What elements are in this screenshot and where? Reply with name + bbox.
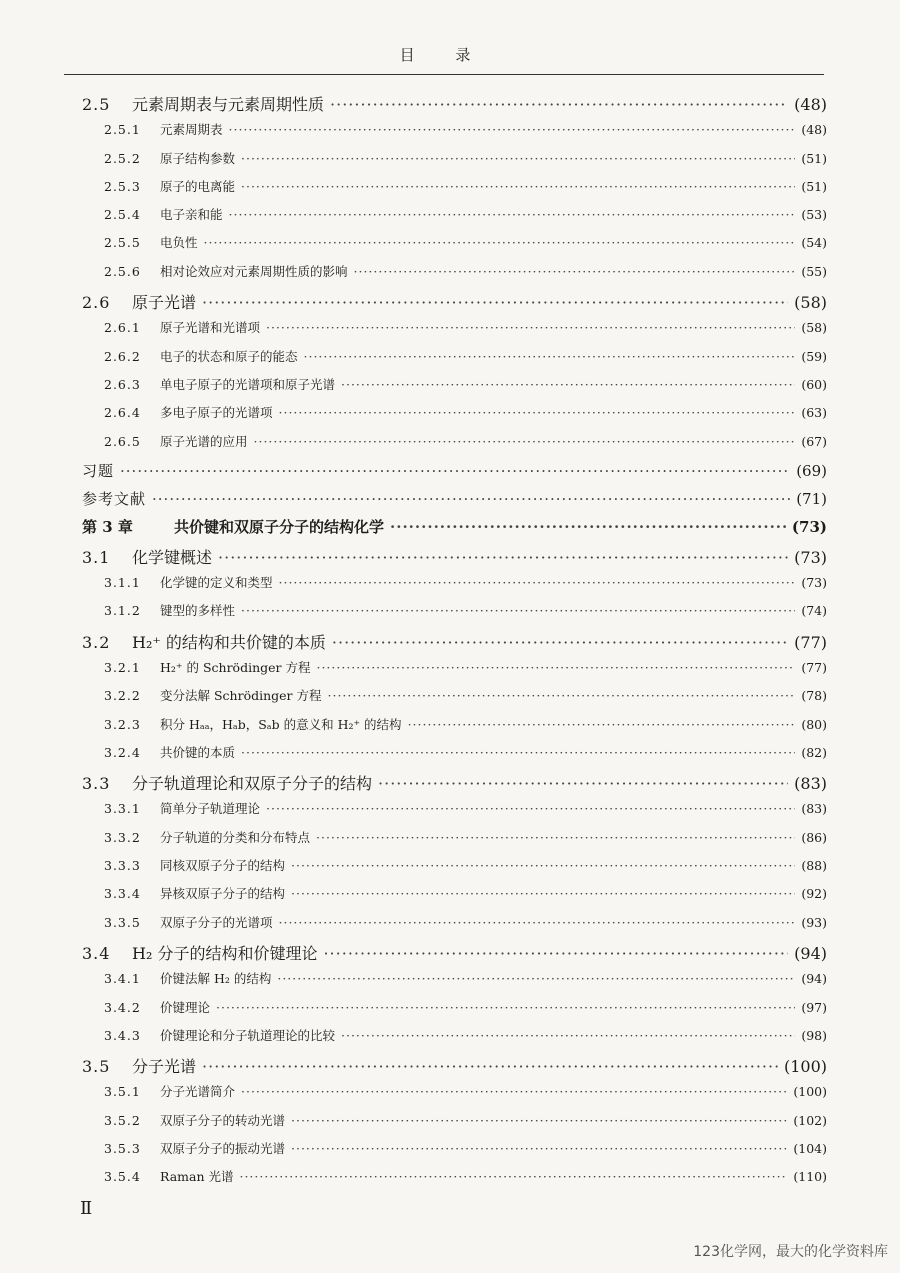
- header-divider: [64, 74, 824, 75]
- dot-leader: [316, 660, 795, 675]
- toc-entry-title: 价键理论: [160, 999, 211, 1015]
- toc-entry[interactable]: [82, 516, 827, 544]
- dot-leader: [204, 235, 796, 250]
- toc-entry[interactable]: [82, 884, 827, 912]
- toc-entry-page: (82): [801, 744, 827, 760]
- toc-entry-page: (51): [801, 150, 827, 166]
- toc-entry-page: (83): [794, 774, 827, 794]
- dot-leader: [241, 151, 795, 166]
- toc-entry-title: 单电子原子的光谱项和原子光谱: [160, 376, 336, 392]
- toc-entry-title: 分子轨道的分类和分布特点: [160, 829, 311, 845]
- toc-entry[interactable]: [82, 658, 827, 686]
- toc-entry-number: 2.6.1: [104, 320, 141, 336]
- toc-entry-page: (92): [801, 886, 827, 902]
- toc-entry-number: 2.6.5: [104, 433, 141, 449]
- toc-entry-page: (53): [801, 207, 827, 223]
- toc-entry-number: 3.5.1: [104, 1084, 141, 1100]
- toc-entry-title: 键型的多样性: [160, 603, 236, 619]
- dot-leader: [229, 122, 796, 137]
- toc-entry-number: 2.5.4: [104, 207, 141, 223]
- toc-entry-page: (63): [801, 405, 827, 421]
- toc-entry-number: 3.3.3: [104, 858, 141, 874]
- toc-entry-title: 电子亲和能: [160, 207, 223, 223]
- toc-entry-title: 原子的电离能: [160, 178, 236, 194]
- toc-entry[interactable]: [82, 233, 827, 261]
- toc-entry[interactable]: [82, 347, 827, 375]
- toc-entry-number: 3.1: [82, 547, 111, 567]
- toc-entry[interactable]: [82, 998, 827, 1026]
- toc-entry-page: (86): [801, 829, 827, 845]
- page-title: 目 录: [399, 46, 489, 64]
- dot-leader: [304, 349, 796, 364]
- toc-entry-number: 2.5: [82, 95, 111, 114]
- toc-entry[interactable]: [82, 771, 827, 799]
- toc-entry-page: (55): [801, 263, 827, 279]
- toc-entry-page: (54): [801, 235, 827, 251]
- toc-entry-page: (97): [801, 999, 827, 1015]
- toc-entry-title: 原子光谱的应用: [160, 433, 248, 449]
- toc-entry-page: (74): [801, 603, 827, 619]
- toc-entry-page: (93): [801, 914, 827, 930]
- toc-entry-title: 电负性: [160, 235, 198, 251]
- toc-entry-page: (110): [793, 1169, 827, 1185]
- dot-leader: [277, 971, 795, 986]
- dot-leader: [216, 1000, 795, 1015]
- toc-entry-page: (77): [801, 659, 827, 675]
- toc-entry-title: 积分 Hₐₐ，Hₐb，Sₐb 的意义和 H₂⁺ 的结构: [160, 716, 402, 732]
- toc-entry[interactable]: [82, 913, 827, 941]
- toc-entry-title: 异核双原子分子的结构: [160, 886, 286, 902]
- page-number: Ⅱ: [80, 1198, 93, 1219]
- toc-entry-page: (100): [793, 1084, 827, 1100]
- toc-entry[interactable]: [82, 290, 827, 318]
- toc-entry-title: 简单分子轨道理论: [160, 801, 261, 817]
- toc-entry-title: 分子光谱: [132, 1057, 197, 1077]
- toc-entry[interactable]: [82, 1082, 827, 1110]
- toc-entry[interactable]: [82, 1111, 827, 1139]
- toc-entry-title: 分子轨道理论和双原子分子的结构: [132, 774, 373, 794]
- toc-entry-number: 2.5.5: [104, 235, 141, 251]
- toc-entry-title: 化学键的定义和类型: [160, 575, 273, 591]
- watermark-text: 123化学网，最大的化学资料库: [693, 1244, 888, 1260]
- toc-entry[interactable]: [82, 743, 827, 771]
- toc-entry-title: Raman 光谱: [160, 1169, 234, 1185]
- dot-leader: [120, 462, 790, 480]
- toc-entry-number: 第 3 章: [82, 518, 133, 537]
- dot-leader: [291, 858, 795, 873]
- toc-entry[interactable]: [82, 715, 827, 743]
- toc-entry-number: 3.3: [82, 774, 111, 794]
- toc-entry-number: 3.4: [82, 943, 111, 963]
- toc-entry[interactable]: [82, 318, 827, 346]
- toc-entry-title: 同核双原子分子的结构: [160, 858, 286, 874]
- dot-leader: [354, 264, 796, 279]
- toc-entry-title: 原子光谱: [132, 293, 197, 313]
- toc-entry[interactable]: [82, 375, 827, 403]
- dot-leader: [291, 1141, 787, 1156]
- toc-entry-page: (102): [793, 1112, 827, 1128]
- toc-entry-title: 变分法解 Schrödinger 方程: [160, 688, 322, 704]
- toc-entry-page: (88): [801, 858, 827, 874]
- toc-entry-number: 2.6.3: [104, 376, 141, 392]
- toc-entry-title: 化学键概述: [132, 547, 213, 567]
- toc-entry-title: 相对论效应对元素周期性质的影响: [160, 263, 348, 279]
- toc-entry-number: 3.2.1: [104, 659, 141, 675]
- toc-entry-number: 3.5.3: [104, 1140, 141, 1156]
- toc-entry-number: 3.5.4: [104, 1169, 141, 1185]
- toc-entry-page: (100): [783, 1057, 827, 1077]
- toc-entry-title: 分子光谱简介: [160, 1084, 236, 1100]
- toc-entry-number: 3.2: [82, 632, 111, 652]
- toc-entry[interactable]: [82, 460, 827, 488]
- toc-entry[interactable]: [82, 1054, 827, 1082]
- dot-leader: [254, 434, 796, 449]
- toc-entry-page: (94): [801, 971, 827, 987]
- toc-entry-title: H₂⁺ 的结构和共价键的本质: [132, 632, 326, 652]
- dot-leader: [378, 774, 788, 793]
- toc-entry[interactable]: [82, 1139, 827, 1167]
- toc-entry-number: 2.5.3: [104, 178, 141, 194]
- toc-entry-number: 2.6.2: [104, 348, 141, 364]
- toc-entry-title: H₂ 分子的结构和价键理论: [132, 943, 318, 963]
- toc-entry-page: (69): [796, 461, 827, 480]
- dot-leader: [239, 1169, 787, 1184]
- dot-leader: [279, 405, 796, 420]
- toc-entry[interactable]: [82, 1167, 827, 1195]
- toc-entry-page: (98): [801, 1027, 827, 1043]
- toc-entry-number: 3.4.1: [104, 971, 141, 987]
- toc-entry-title: 元素周期表与元素周期性质: [132, 95, 325, 114]
- dot-leader: [328, 688, 796, 703]
- toc-entry-title: 电子的状态和原子的能态: [160, 348, 298, 364]
- toc-entry-title: 原子光谱和光谱项: [160, 320, 261, 336]
- toc-entry-number: 3.1.2: [104, 603, 141, 619]
- dot-leader: [152, 490, 790, 508]
- toc-entry[interactable]: [82, 686, 827, 714]
- toc-entry-page: (80): [801, 716, 827, 732]
- toc-entry-page: (60): [801, 376, 827, 392]
- dot-leader: [390, 518, 786, 536]
- dot-leader: [229, 207, 796, 222]
- toc-entry-page: (71): [796, 490, 827, 509]
- toc-entry-number: 3.3.1: [104, 801, 141, 817]
- dot-leader: [202, 1057, 778, 1076]
- toc-entry-number: 3.1.1: [104, 575, 141, 591]
- dot-leader: [266, 320, 795, 335]
- toc-entry[interactable]: [82, 856, 827, 884]
- dot-leader: [323, 944, 788, 963]
- toc-entry-number: 2.5.1: [104, 122, 141, 138]
- toc-entry[interactable]: [82, 1026, 827, 1054]
- toc-entry-page: (73): [801, 575, 827, 591]
- toc-entry-number: 3.2.3: [104, 716, 141, 732]
- dot-leader: [218, 548, 788, 567]
- toc-entry-page: (104): [793, 1140, 827, 1156]
- toc-entry[interactable]: [82, 205, 827, 233]
- toc-entry-page: (77): [794, 632, 827, 652]
- toc-entry-title: 元素周期表: [160, 122, 223, 138]
- dot-leader: [316, 830, 795, 845]
- dot-leader: [266, 801, 795, 816]
- toc-entry[interactable]: [82, 177, 827, 205]
- toc-entry[interactable]: [82, 92, 827, 120]
- toc-entry[interactable]: [82, 262, 827, 290]
- toc-entry-title: 共价键的本质: [160, 744, 236, 760]
- toc-entry[interactable]: [82, 969, 827, 997]
- toc-entry-title: H₂⁺ 的 Schrödinger 方程: [160, 659, 311, 675]
- toc-entry[interactable]: [82, 941, 827, 969]
- toc-entry-title: 习题: [82, 461, 115, 480]
- toc-entry-title: 价键理论和分子轨道理论的比较: [160, 1027, 336, 1043]
- dot-leader: [291, 886, 795, 901]
- toc-entry-title: 多电子原子的光谱项: [160, 405, 273, 421]
- dot-leader: [341, 1028, 795, 1043]
- toc-entry-page: (48): [801, 122, 827, 138]
- toc-entry-page: (51): [801, 178, 827, 194]
- toc-entry[interactable]: [82, 828, 827, 856]
- toc-entry-number: 3.2.2: [104, 688, 141, 704]
- dot-leader: [241, 603, 795, 618]
- toc-entry-number: 3.3.4: [104, 886, 141, 902]
- toc-entry-number: 3.2.4: [104, 744, 141, 760]
- toc-entry[interactable]: [82, 120, 827, 148]
- toc-entry-title: 共价键和双原子分子的结构化学: [174, 518, 385, 537]
- toc-entry-title: 原子结构参数: [160, 150, 236, 166]
- toc-entry-number: 3.5.2: [104, 1112, 141, 1128]
- toc-entry-page: (67): [801, 433, 827, 449]
- toc-entry-title: 双原子分子的光谱项: [160, 914, 273, 930]
- toc-entry[interactable]: [82, 799, 827, 827]
- toc-entry-page: (48): [794, 95, 827, 114]
- toc-entry-title: 价键法解 H₂ 的结构: [160, 971, 272, 987]
- toc-entry[interactable]: [82, 630, 827, 658]
- toc-entry-page: (73): [794, 547, 827, 567]
- toc-entry-page: (73): [791, 518, 827, 537]
- dot-leader: [291, 1113, 787, 1128]
- toc-entry-page: (58): [801, 320, 827, 336]
- toc-entry-page: (94): [794, 943, 827, 963]
- toc-entry-number: 2.6: [82, 293, 111, 313]
- toc-entry[interactable]: [82, 432, 827, 460]
- dot-leader: [241, 1084, 787, 1099]
- toc-entry-number: 3.4.3: [104, 1027, 141, 1043]
- table-of-contents: [82, 92, 827, 1196]
- toc-entry[interactable]: [82, 488, 827, 516]
- dot-leader: [330, 95, 788, 114]
- toc-entry-title: 双原子分子的转动光谱: [160, 1112, 286, 1128]
- toc-entry-page: (78): [801, 688, 827, 704]
- toc-entry-number: 3.3.5: [104, 914, 141, 930]
- dot-leader: [332, 633, 788, 652]
- dot-leader: [241, 745, 795, 760]
- toc-entry-title: 参考文献: [82, 490, 147, 509]
- toc-entry[interactable]: [82, 545, 827, 573]
- toc-entry-page: (83): [801, 801, 827, 817]
- toc-entry-number: 3.4.2: [104, 999, 141, 1015]
- toc-entry-number: 2.5.2: [104, 150, 141, 166]
- toc-entry-number: 2.5.6: [104, 263, 141, 279]
- toc-entry-page: (59): [801, 348, 827, 364]
- toc-entry-number: 3.3.2: [104, 829, 141, 845]
- dot-leader: [241, 179, 795, 194]
- toc-entry-number: 2.6.4: [104, 405, 141, 421]
- dot-leader: [279, 915, 796, 930]
- toc-entry-number: 3.5: [82, 1057, 111, 1077]
- toc-entry-page: (58): [794, 293, 827, 313]
- toc-entry[interactable]: [82, 403, 827, 431]
- toc-entry[interactable]: [82, 601, 827, 629]
- toc-entry[interactable]: [82, 573, 827, 601]
- toc-entry[interactable]: [82, 149, 827, 177]
- dot-leader: [202, 293, 788, 312]
- dot-leader: [341, 377, 795, 392]
- dot-leader: [279, 575, 796, 590]
- toc-entry-title: 双原子分子的振动光谱: [160, 1140, 286, 1156]
- dot-leader: [408, 717, 796, 732]
